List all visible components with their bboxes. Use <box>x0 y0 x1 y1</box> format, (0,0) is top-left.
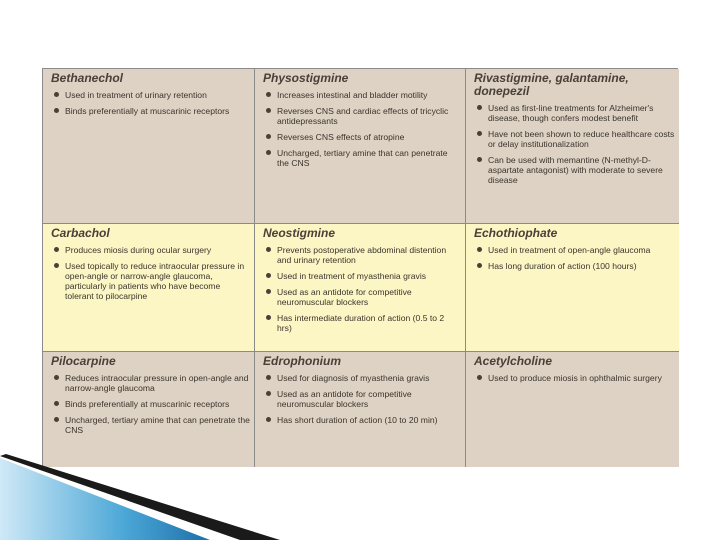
bullet-item <box>263 106 461 126</box>
bullet-icon <box>266 134 271 139</box>
bullet-icon <box>54 401 59 406</box>
bullet-item <box>51 373 250 393</box>
bullet-icon <box>477 157 482 162</box>
bullet-text: Has short duration of action (10 to 20 min) <box>277 415 438 425</box>
drug-cell <box>466 224 679 352</box>
bullet-item <box>51 261 250 301</box>
drug-name: Neostigmine <box>263 226 336 240</box>
bullet-text: Increases intestinal and bladder motility <box>277 90 428 100</box>
bullet-text: Can be used with memantine (N-methyl-D-aspartate antagonist) with moderate to severe disease <box>488 155 663 185</box>
drug-name: Acetylcholine <box>474 354 553 368</box>
bullet-item <box>474 129 675 149</box>
drug-name: Edrophonium <box>263 354 341 368</box>
bullet-icon <box>266 150 271 155</box>
drug-name: Physostigmine <box>263 71 349 85</box>
drug-bullets <box>51 90 250 116</box>
bullet-text: Used as an antidote for competitive neuromuscular blockers <box>277 287 412 307</box>
bullet-icon <box>266 92 271 97</box>
bullet-item <box>474 373 675 383</box>
bullet-text: Used in treatment of myasthenia gravis <box>277 271 427 281</box>
bullet-item <box>474 103 675 123</box>
bullet-icon <box>477 263 482 268</box>
bullet-text: Uncharged, tertiary amine that can penetrate the CNS <box>277 148 448 168</box>
bullet-text: Used to produce miosis in ophthalmic surgery <box>488 373 662 383</box>
drug-cell <box>43 69 255 224</box>
bullet-item <box>51 106 250 116</box>
bullet-icon <box>54 247 59 252</box>
drug-bullets <box>474 245 675 271</box>
bullet-item <box>474 155 675 185</box>
bullet-icon <box>54 108 59 113</box>
bullet-icon <box>266 289 271 294</box>
bullet-text: Produces miosis during ocular surgery <box>65 245 212 255</box>
bullet-icon <box>477 131 482 136</box>
bullet-icon <box>477 247 482 252</box>
bullet-icon <box>266 315 271 320</box>
drug-bullets <box>474 373 675 383</box>
bullet-text: Prevents postoperative abdominal distention and urinary retention <box>277 245 447 265</box>
bullet-icon <box>477 375 482 380</box>
bullet-text: Used topically to reduce intraocular pressure in open-angle or narrow-angle glaucoma, particularly in patients who have become tolerant to pilocarpine <box>65 261 245 301</box>
bullet-item <box>263 389 461 409</box>
bullet-item <box>51 399 250 409</box>
bullet-icon <box>266 375 271 380</box>
drug-cell <box>255 224 466 352</box>
drug-name: Rivastigmine, galantamine, donepezil <box>474 71 629 98</box>
bullet-text: Binds preferentially at muscarinic receptors <box>65 106 230 116</box>
drug-bullets <box>51 373 250 435</box>
bullet-item <box>51 90 250 100</box>
bullet-icon <box>54 92 59 97</box>
bullet-item <box>263 271 461 281</box>
bullet-text: Reverses CNS effects of atropine <box>277 132 405 142</box>
bullet-item <box>263 148 461 168</box>
bullet-item <box>474 261 675 271</box>
bullet-text: Used as an antidote for competitive neuromuscular blockers <box>277 389 412 409</box>
bullet-icon <box>266 247 271 252</box>
bullet-text: Reduces intraocular pressure in open-angle and narrow-angle glaucoma <box>65 373 249 393</box>
bullet-text: Uncharged, tertiary amine that can penetrate the CNS <box>65 415 250 435</box>
bullet-item <box>263 287 461 307</box>
drug-cell <box>255 69 466 224</box>
drug-cell <box>466 352 679 467</box>
bullet-item <box>263 90 461 100</box>
drug-bullets <box>263 373 461 425</box>
bullet-icon <box>54 375 59 380</box>
bullet-icon <box>54 263 59 268</box>
bullet-icon <box>54 417 59 422</box>
bullet-item <box>474 245 675 255</box>
bullet-text: Have not been shown to reduce healthcare costs or delay institutionalization <box>488 129 675 149</box>
bullet-item <box>263 132 461 142</box>
bullet-icon <box>477 105 482 110</box>
bullet-text: Reverses CNS and cardiac effects of tricyclic antidepressants <box>277 106 449 126</box>
bullet-item <box>263 373 461 383</box>
bullet-item <box>263 313 461 333</box>
drug-name: Echothiophate <box>474 226 558 240</box>
drug-bullets <box>474 103 675 185</box>
slide-decoration <box>0 440 300 540</box>
bullet-icon <box>266 417 271 422</box>
drug-bullets <box>263 90 461 168</box>
bullet-item <box>51 415 250 435</box>
bullet-text: Used in treatment of open-angle glaucoma <box>488 245 651 255</box>
drug-table <box>42 68 678 466</box>
drug-bullets <box>263 245 461 333</box>
bullet-item <box>263 415 461 425</box>
bullet-text: Binds preferentially at muscarinic receptors <box>65 399 230 409</box>
bullet-text: Used in treatment of urinary retention <box>65 90 207 100</box>
bullet-text: Used as first-line treatments for Alzheimer's disease, though confers modest benefit <box>488 103 654 123</box>
bullet-icon <box>266 108 271 113</box>
bullet-text: Has intermediate duration of action (0.5 to 2 hrs) <box>277 313 445 333</box>
drug-cell <box>466 69 679 224</box>
bullet-text: Has long duration of action (100 hours) <box>488 261 637 271</box>
drug-bullets <box>51 245 250 301</box>
bullet-item <box>263 245 461 265</box>
drug-cell <box>43 224 255 352</box>
drug-name: Pilocarpine <box>51 354 116 368</box>
bullet-icon <box>266 391 271 396</box>
bullet-icon <box>266 273 271 278</box>
bullet-text: Used for diagnosis of myasthenia gravis <box>277 373 430 383</box>
drug-name: Bethanechol <box>51 71 124 85</box>
blue-swoosh <box>0 458 210 540</box>
drug-name: Carbachol <box>51 226 110 240</box>
bullet-item <box>51 245 250 255</box>
